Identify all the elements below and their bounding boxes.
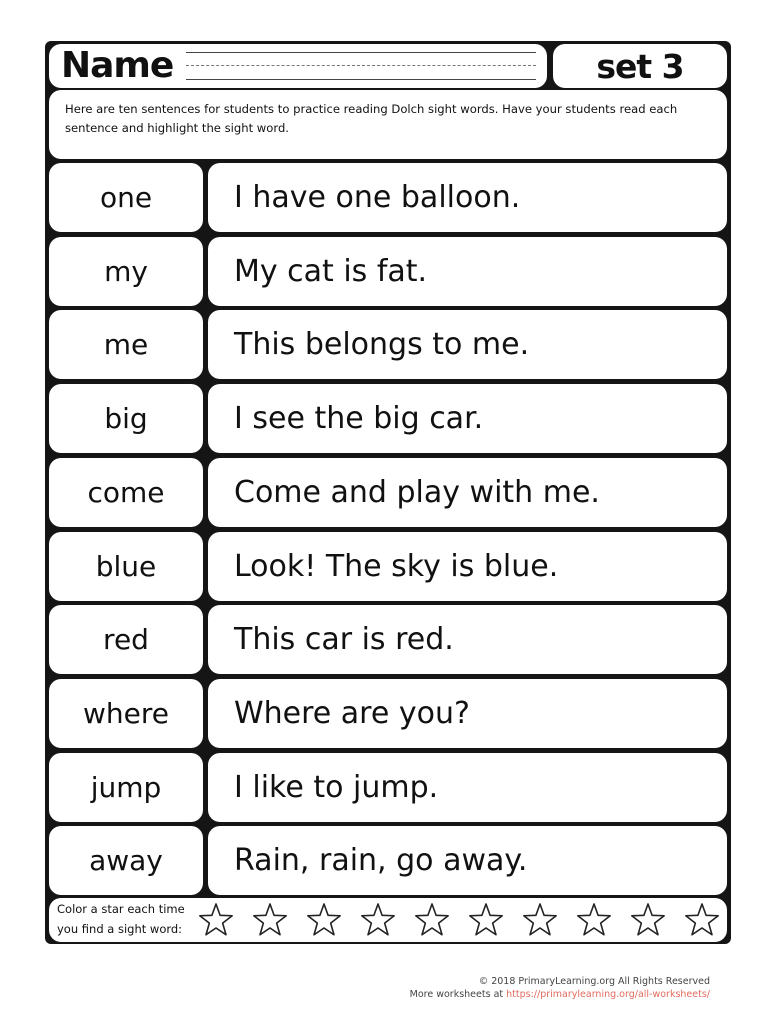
worksheets-link[interactable]: https://primarylearning.org/all-worksheets/	[506, 989, 710, 1000]
sight-word: one	[99, 181, 153, 214]
set-label: set 3	[596, 46, 684, 86]
sight-word-cell	[49, 310, 203, 379]
more-worksheets-prefix: More worksheets at	[409, 989, 504, 1000]
sight-word-cell	[49, 753, 203, 822]
sight-word-cell	[49, 532, 203, 601]
sentence-cell	[208, 310, 727, 379]
star-outline-icon[interactable]	[197, 901, 235, 939]
sentence-text[interactable]: Rain, rain, go away.	[234, 843, 528, 878]
instructions-text: Here are ten sentences for students to practice reading Dolch sight words. Have your students read each sentence and highlight the sight word.	[65, 102, 678, 135]
sentence-cell	[208, 826, 727, 895]
name-label: Name	[61, 45, 174, 86]
star-outline-icon[interactable]	[413, 901, 451, 939]
sentence-text[interactable]: Where are you?	[234, 696, 470, 731]
sight-word-cell	[49, 679, 203, 748]
sentence-text[interactable]: Look! The sky is blue.	[234, 549, 559, 584]
set-box	[553, 44, 727, 88]
sight-word-cell	[49, 384, 203, 453]
sentence-cell	[208, 458, 727, 527]
sentence-text[interactable]: This belongs to me.	[234, 327, 530, 362]
sentence-text[interactable]: I see the big car.	[234, 401, 484, 436]
star-outline-icon[interactable]	[521, 901, 559, 939]
sight-word: me	[103, 328, 149, 361]
sentence-cell	[208, 163, 727, 232]
footer	[410, 975, 710, 1001]
name-write-lines[interactable]	[186, 50, 536, 82]
star-outline-icon[interactable]	[467, 901, 505, 939]
sentence-cell	[208, 753, 727, 822]
star-outline-icon[interactable]	[251, 901, 289, 939]
sentence-text[interactable]: I like to jump.	[234, 770, 439, 805]
sight-word-cell	[49, 163, 203, 232]
instructions-box	[49, 90, 727, 159]
star-outline-icon[interactable]	[575, 901, 613, 939]
star-instructions	[57, 899, 202, 939]
star-label-line2: you find a sight word:	[57, 922, 183, 936]
sight-word: come	[87, 476, 165, 509]
sentence-cell	[208, 532, 727, 601]
sentence-text[interactable]: This car is red.	[234, 622, 454, 657]
star-outline-icon[interactable]	[683, 901, 721, 939]
sight-word: away	[89, 844, 163, 877]
sight-word-cell	[49, 458, 203, 527]
sight-word-cell	[49, 826, 203, 895]
star-tracker	[49, 898, 727, 942]
sight-word-cell	[49, 237, 203, 306]
sight-word: red	[103, 623, 149, 656]
sight-word-cell	[49, 605, 203, 674]
star-outline-icon[interactable]	[305, 901, 343, 939]
sentence-cell	[208, 605, 727, 674]
sentence-cell	[208, 237, 727, 306]
star-outline-icon[interactable]	[359, 901, 397, 939]
sentence-text[interactable]: I have one balloon.	[234, 180, 521, 215]
sentence-cell	[208, 384, 727, 453]
sight-word: my	[104, 255, 148, 288]
sentence-text[interactable]: My cat is fat.	[234, 254, 428, 289]
sight-word: big	[104, 402, 148, 435]
sight-word: blue	[95, 550, 157, 583]
sentence-cell	[208, 679, 727, 748]
name-box	[49, 44, 547, 88]
more-worksheets-line	[410, 988, 710, 1001]
sentence-text[interactable]: Come and play with me.	[234, 475, 600, 510]
sight-word: where	[83, 697, 169, 730]
star-outline-icon[interactable]	[629, 901, 667, 939]
copyright-text: © 2018 PrimaryLearning.org All Rights Reserved	[478, 976, 710, 987]
sight-word: jump	[90, 771, 162, 804]
star-label-line1: Color a star each time	[57, 902, 185, 916]
